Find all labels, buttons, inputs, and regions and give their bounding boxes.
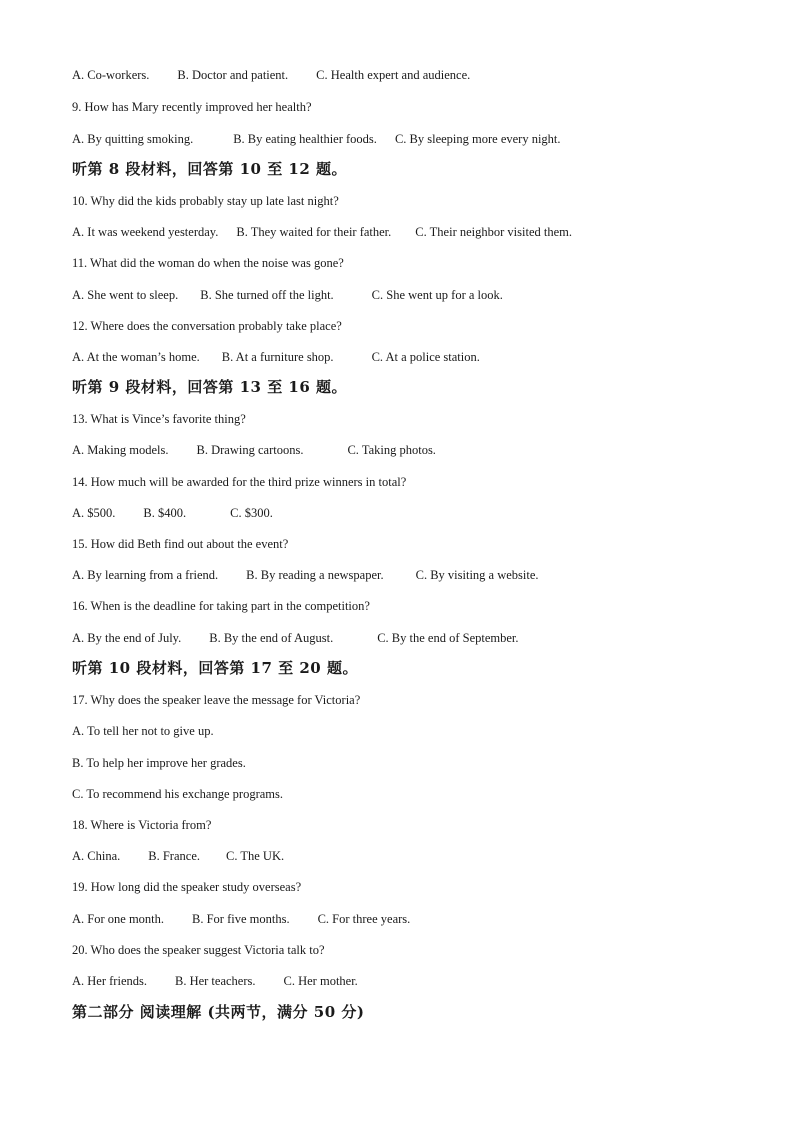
answer-option: A. Her friends.: [72, 974, 147, 988]
answer-option: C. Her mother.: [283, 974, 358, 988]
answer-option: C. Taking photos.: [347, 443, 436, 457]
answer-option: B. By reading a newspaper.: [246, 568, 384, 582]
answer-option: A. By learning from a friend.: [72, 568, 219, 582]
question-text: C. To recommend his exchange programs.: [72, 787, 283, 801]
question-text: 11. What did the woman do when the noise was gone?: [72, 256, 344, 270]
answer-option: C. She went up for a look.: [371, 288, 503, 302]
answer-option: B. Drawing cartoons.: [196, 443, 304, 457]
answer-options: [72, 442, 436, 458]
question-text: 12. Where does the conversation probably take place?: [72, 319, 342, 333]
answer-option: A. For one month.: [72, 912, 165, 926]
answer-option: A. $500.: [72, 506, 116, 520]
answer-option: B. By the end of August.: [209, 631, 334, 645]
section-heading: 听第 8 段材料，回答第 10 至 12 题。: [72, 160, 348, 178]
answer-option: C. $300.: [230, 506, 273, 520]
answer-option: A. China.: [72, 849, 121, 863]
answer-option: A. It was weekend yesterday.: [72, 225, 219, 239]
question-text: 15. How did Beth find out about the event?: [72, 537, 289, 551]
answer-options: [72, 567, 539, 583]
answer-option: A. Co-workers.: [72, 68, 150, 82]
section-heading: 听第 10 段材料，回答第 17 至 20 题。: [72, 659, 358, 677]
answer-options: [72, 67, 470, 83]
question-text: 14. How much will be awarded for the third prize winners in total?: [72, 475, 407, 489]
question-text: 17. Why does the speaker leave the message for Victoria?: [72, 693, 361, 707]
question-text: 10. Why did the kids probably stay up late last night?: [72, 194, 339, 208]
answer-options: [72, 848, 284, 864]
answer-options: [72, 349, 480, 365]
answer-options: [72, 287, 503, 303]
answer-option: C. At a police station.: [371, 350, 480, 364]
answer-option: C. For three years.: [317, 912, 411, 926]
answer-option: B. Her teachers.: [174, 974, 256, 988]
section-heading: 听第 9 段材料，回答第 13 至 16 题。: [72, 378, 348, 396]
answer-option: B. They waited for their father.: [236, 225, 392, 239]
answer-option: B. Doctor and patient.: [177, 68, 289, 82]
answer-option: A. She went to sleep.: [72, 288, 179, 302]
answer-options: [72, 630, 519, 646]
answer-options: [72, 505, 273, 521]
question-text: 9. How has Mary recently improved her health?: [72, 100, 312, 114]
question-text: 18. Where is Victoria from?: [72, 818, 212, 832]
answer-option: B. At a furniture shop.: [221, 350, 334, 364]
answer-option: B. For five months.: [192, 912, 290, 926]
answer-options: [72, 131, 561, 147]
answer-option: B. She turned off the light.: [200, 288, 334, 302]
answer-option: C. The UK.: [226, 849, 285, 863]
answer-option: C. Health expert and audience.: [316, 68, 471, 82]
question-text: B. To help her improve her grades.: [72, 756, 246, 770]
answer-options: [72, 973, 358, 989]
answer-option: C. Their neighbor visited them.: [415, 225, 572, 239]
question-text: 13. What is Vince’s favorite thing?: [72, 412, 246, 426]
answer-options: [72, 911, 410, 927]
question-text: 20. Who does the speaker suggest Victoria talk to?: [72, 943, 325, 957]
answer-option: B. France.: [148, 849, 200, 863]
answer-option: A. Making models.: [72, 443, 169, 457]
section-heading: 第二部分 阅读理解 (共两节，满分 50 分): [72, 1003, 365, 1021]
answer-option: A. At the woman’s home.: [72, 350, 200, 364]
answer-option: C. By visiting a website.: [415, 568, 539, 582]
answer-option: A. By the end of July.: [72, 631, 182, 645]
answer-option: B. $400.: [143, 506, 187, 520]
question-text: A. To tell her not to give up.: [72, 724, 214, 738]
answer-options: [72, 224, 572, 240]
question-text: 19. How long did the speaker study overseas?: [72, 880, 302, 894]
answer-option: C. By the end of September.: [377, 631, 519, 645]
answer-option: A. By quitting smoking.: [72, 132, 194, 146]
question-text: 16. When is the deadline for taking part in the competition?: [72, 599, 370, 613]
answer-option: C. By sleeping more every night.: [394, 132, 561, 146]
answer-option: B. By eating healthier foods.: [233, 132, 377, 146]
